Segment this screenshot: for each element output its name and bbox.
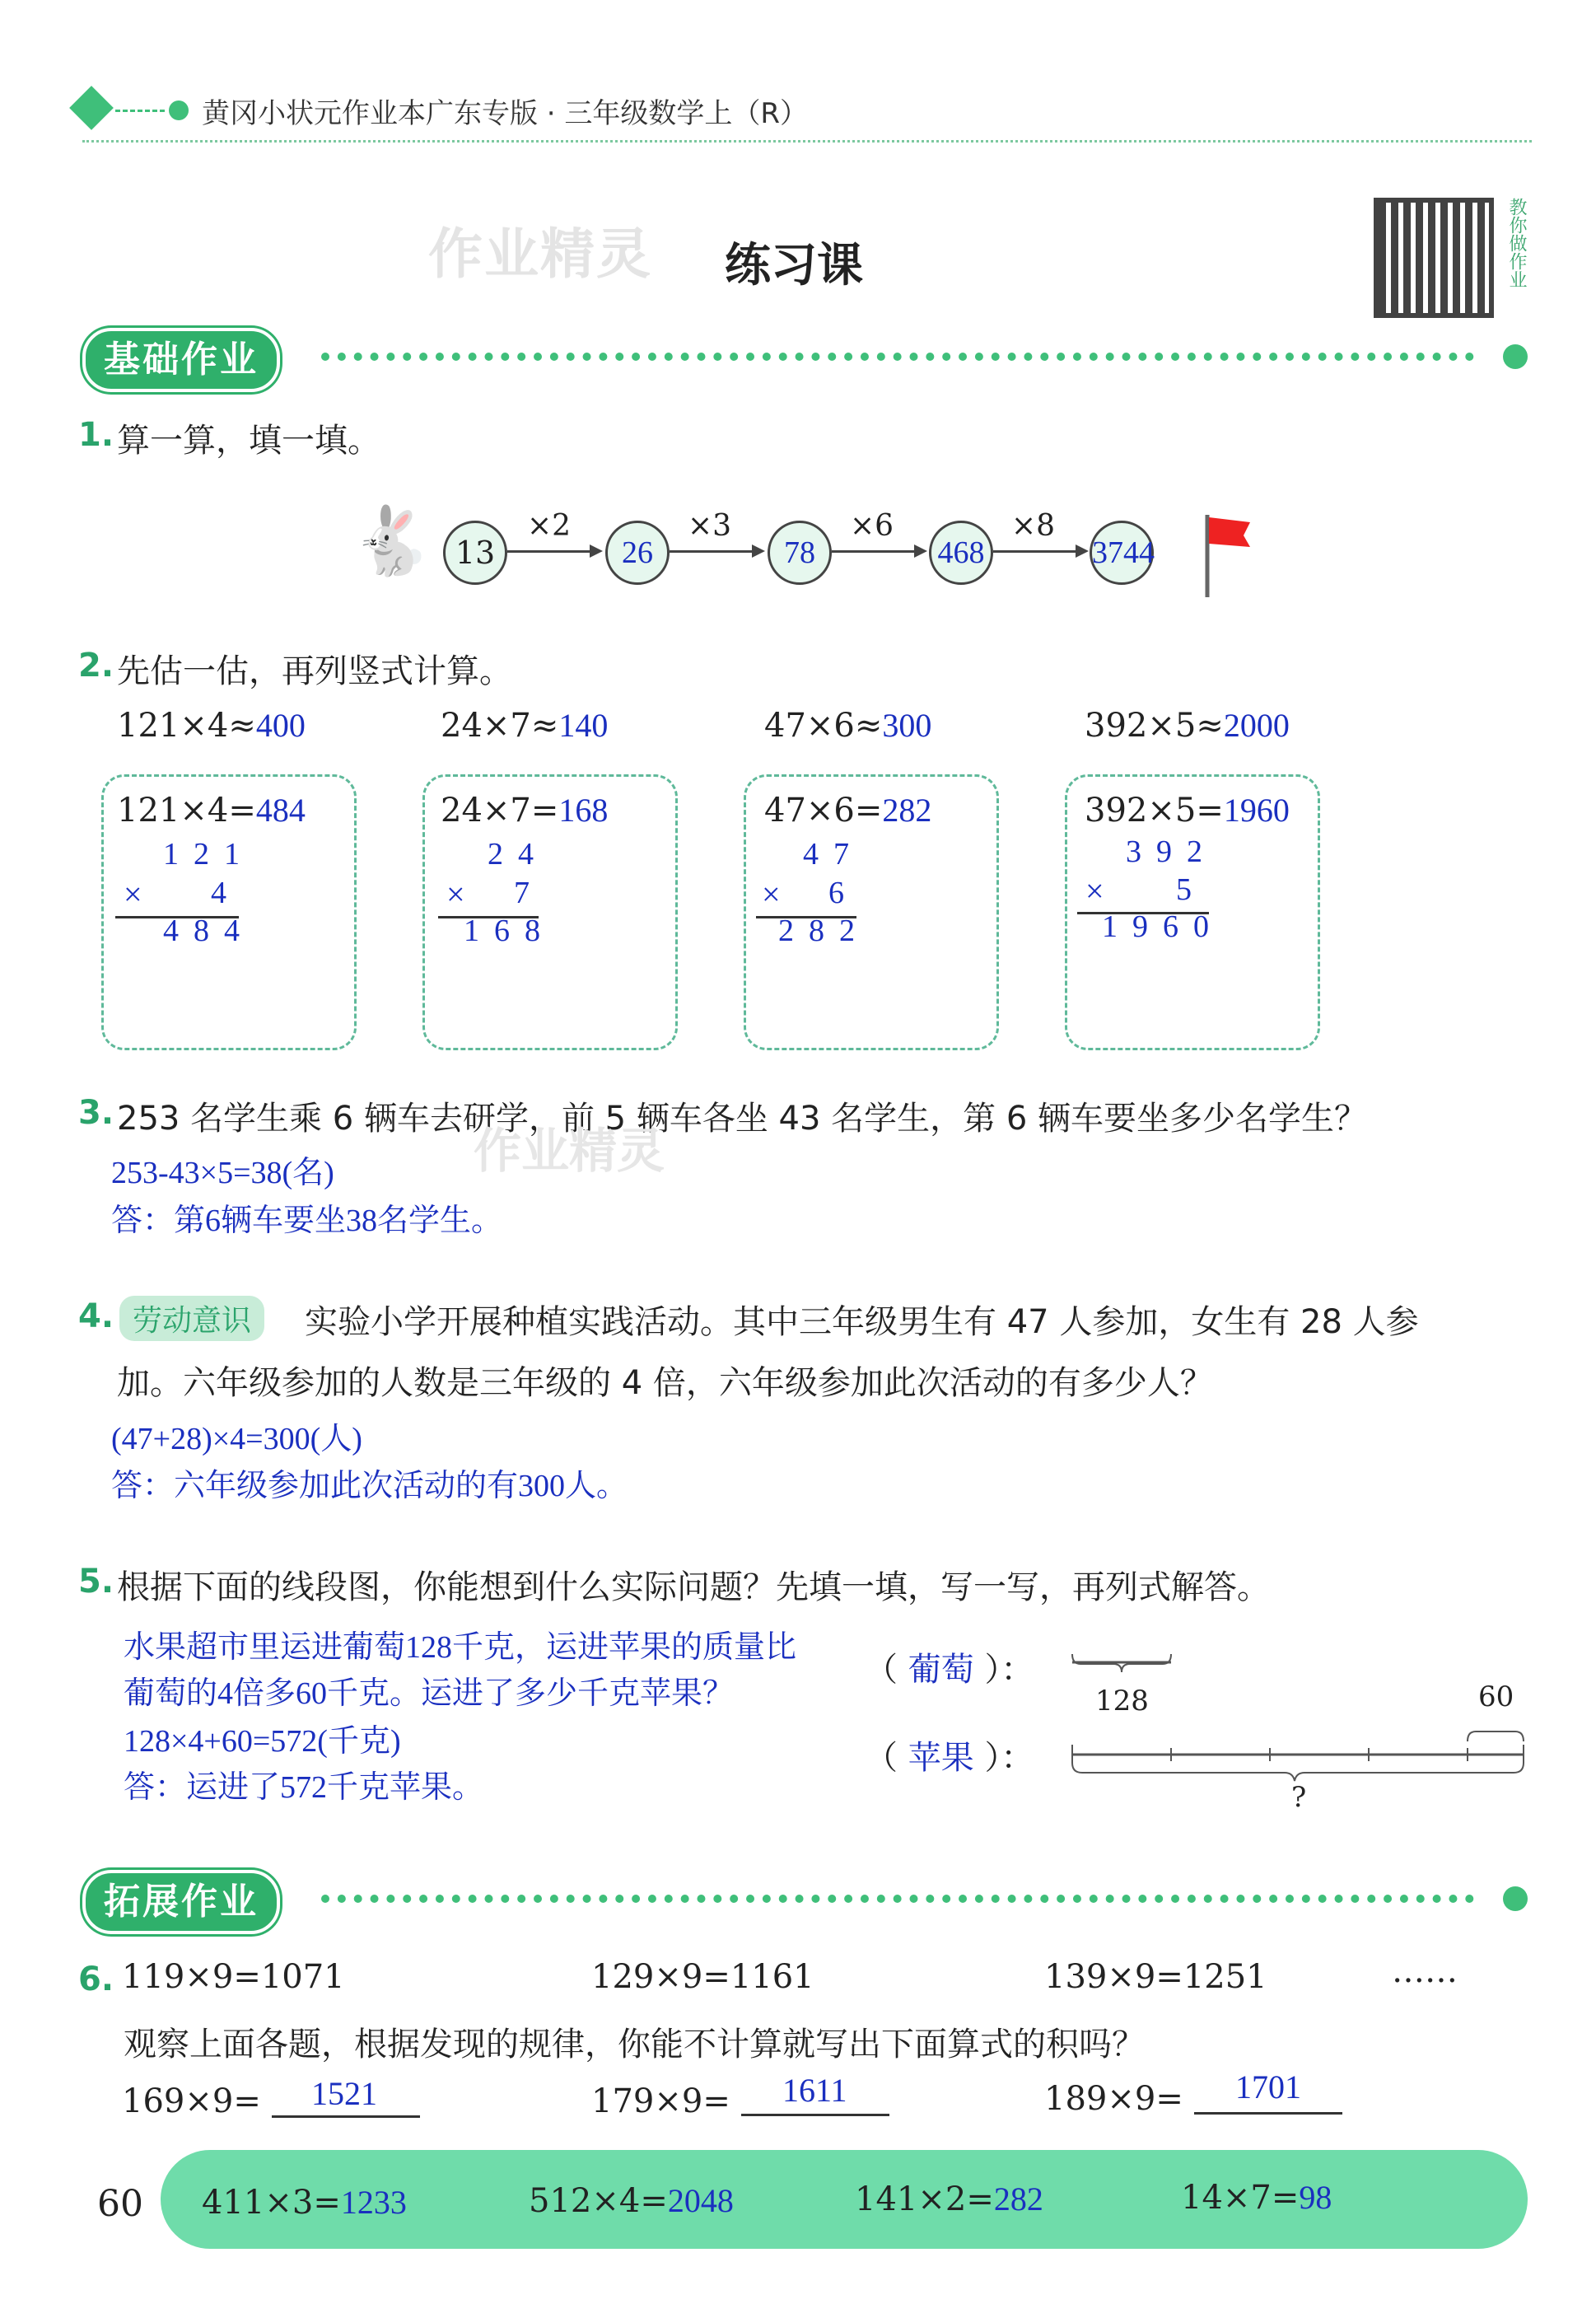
q6-fill-answer: 1611 xyxy=(782,2072,847,2109)
q6-fill-answer: 1521 xyxy=(311,2075,377,2112)
header-dash xyxy=(115,110,165,112)
chain-op: ×8 xyxy=(1011,509,1056,543)
vertical-multiplier: 4 xyxy=(211,876,241,910)
q4-text-line2: 加。六年级参加的人数是三年级的 4 倍，六年级参加此次活动的有多少人？ xyxy=(117,1364,1213,1402)
diagram-label-apple: （ 苹果 ）： xyxy=(865,1739,1034,1777)
q6-fill-expr: 179×9= xyxy=(591,2082,730,2120)
rabbit-icon: 🐇 xyxy=(350,502,432,579)
segment-unknown: ? xyxy=(1291,1781,1307,1814)
header-title: 黄冈小状元作业本广东专版 · 三年级数学上（R） xyxy=(202,97,809,130)
chain-circle: 26 xyxy=(605,521,670,585)
calc-equation: 24×7=168 xyxy=(441,792,609,830)
q5-number: 5. xyxy=(78,1563,114,1601)
page-number: 60 xyxy=(97,2183,143,2225)
vertical-top: 24 xyxy=(488,837,548,872)
q6-given: 129×9=1161 xyxy=(591,1958,814,1996)
chain-circle: 3744 xyxy=(1090,521,1154,585)
vertical-multiplier: 6 xyxy=(828,876,859,910)
vertical-multiplier: 7 xyxy=(514,876,544,910)
vertical-top: 47 xyxy=(803,837,864,872)
q6-given: 139×9=1251 xyxy=(1044,1958,1267,1996)
q1-text: 算一算，填一填。 xyxy=(117,422,380,460)
q4-tag: 劳动意识 xyxy=(119,1296,264,1341)
q3-answer: 答：第6辆车要坐38名学生。 xyxy=(111,1203,503,1238)
times-sign: × xyxy=(446,876,465,913)
q4-calc: (47+28)×4=300(人) xyxy=(111,1422,362,1456)
header-divider xyxy=(82,140,1532,143)
vertical-multiplier: 5 xyxy=(1176,872,1206,907)
q6-fill-blank xyxy=(272,2115,420,2118)
header-diamond-icon xyxy=(69,86,114,130)
vertical-top: 392 xyxy=(1126,834,1217,869)
q3-calc: 253-43×5=38(名) xyxy=(111,1156,334,1190)
oral-calc: 512×4=2048 xyxy=(529,2182,734,2220)
q1-number: 1. xyxy=(78,416,114,454)
q5-problem-line1: 水果超市里运进葡萄128千克，运进苹果的质量比 xyxy=(124,1630,797,1665)
oral-calc: 14×7=98 xyxy=(1181,2179,1332,2217)
chain-op: ×3 xyxy=(688,509,732,543)
section-banner-basic: 基础作业 xyxy=(82,328,280,392)
oral-calc: 411×3=1233 xyxy=(202,2184,407,2222)
watermark: 作业精灵 xyxy=(428,222,652,286)
chain-op: ×2 xyxy=(527,509,572,543)
q4-number: 4. xyxy=(78,1297,114,1335)
q4-text-line1: 实验小学开展种植实践活动。其中三年级男生有 47 人参加，女生有 28 人参 xyxy=(305,1303,1419,1341)
estimate: 121×4≈400 xyxy=(117,707,306,745)
q6-fill-answer: 1701 xyxy=(1235,2068,1301,2105)
chain-op: ×6 xyxy=(850,509,894,543)
times-sign: × xyxy=(762,876,781,913)
q6-text: 观察上面各题，根据发现的规律，你能不计算就写出下面算式的积吗？ xyxy=(124,2026,1145,2063)
watermark: 作业精灵 xyxy=(474,1123,665,1179)
calc-equation: 47×6=282 xyxy=(764,792,932,830)
arrow xyxy=(993,550,1085,553)
q6-fill-blank xyxy=(1194,2112,1342,2115)
vertical-result: 282 xyxy=(778,914,870,948)
q6-fill-expr: 189×9= xyxy=(1044,2080,1183,2118)
vertical-result: 1960 xyxy=(1102,909,1224,944)
q2-number: 2. xyxy=(78,647,114,685)
section-dotline xyxy=(321,1895,1474,1903)
vertical-top: 121 xyxy=(163,837,254,872)
q4-answer: 答：六年级参加此次活动的有300人。 xyxy=(111,1469,628,1503)
section-dot-icon xyxy=(1503,344,1528,369)
calc-equation: 121×4=484 xyxy=(117,792,306,830)
q2-text: 先估一估，再列竖式计算。 xyxy=(117,652,512,690)
section-dotline xyxy=(321,353,1474,361)
q5-problem-line2: 葡萄的4倍多60千克。运进了多少千克苹果？ xyxy=(124,1676,735,1711)
section-banner-extended: 拓展作业 xyxy=(82,1870,280,1934)
lesson-title: 练习课 xyxy=(725,239,863,292)
flag-icon xyxy=(1201,511,1258,605)
vertical-result: 484 xyxy=(163,914,254,948)
q5-calc: 128×4+60=572(千克) xyxy=(124,1724,401,1759)
q5-text: 根据下面的线段图，你能想到什么实际问题？先填一填，写一写，再列式解答。 xyxy=(117,1568,1270,1606)
q6-ellipsis: …… xyxy=(1392,1952,1458,1990)
chain-circle: 78 xyxy=(768,521,832,585)
arrow xyxy=(832,550,924,553)
qr-code-icon[interactable] xyxy=(1374,198,1494,318)
estimate: 392×5≈2000 xyxy=(1085,707,1290,745)
arrow xyxy=(507,550,600,553)
diagram-label-grape: （ 葡萄 ）： xyxy=(865,1651,1034,1689)
section-dot-icon xyxy=(1503,1886,1528,1911)
times-sign: × xyxy=(124,876,142,913)
q5-answer: 答：运进了572千克苹果。 xyxy=(124,1770,484,1805)
q6-fill-expr: 169×9= xyxy=(122,2082,261,2120)
estimate: 24×7≈140 xyxy=(441,707,609,745)
times-sign: × xyxy=(1085,872,1104,909)
q3-text: 253 名学生乘 6 辆车去研学，前 5 辆车各坐 43 名学生，第 6 辆车要坐多少名学生？ xyxy=(117,1100,1368,1138)
header-dot-icon xyxy=(169,100,189,120)
arrow xyxy=(670,550,762,553)
q6-number: 6. xyxy=(78,1961,114,1998)
oral-calc: 141×2=282 xyxy=(855,2180,1043,2218)
calc-equation: 392×5=1960 xyxy=(1085,792,1290,830)
q6-given: 119×9=1071 xyxy=(122,1958,345,1996)
qr-caption: 教你做作业 xyxy=(1506,198,1527,288)
q3-number: 3. xyxy=(78,1094,114,1132)
estimate: 47×6≈300 xyxy=(764,707,932,745)
chain-circle: 13 xyxy=(443,521,507,585)
segment-value: 128 xyxy=(1095,1685,1149,1717)
vertical-result: 168 xyxy=(464,914,555,948)
q6-fill-blank xyxy=(741,2114,889,2116)
chain-circle: 468 xyxy=(929,521,993,585)
segment-extra: 60 xyxy=(1478,1680,1514,1713)
